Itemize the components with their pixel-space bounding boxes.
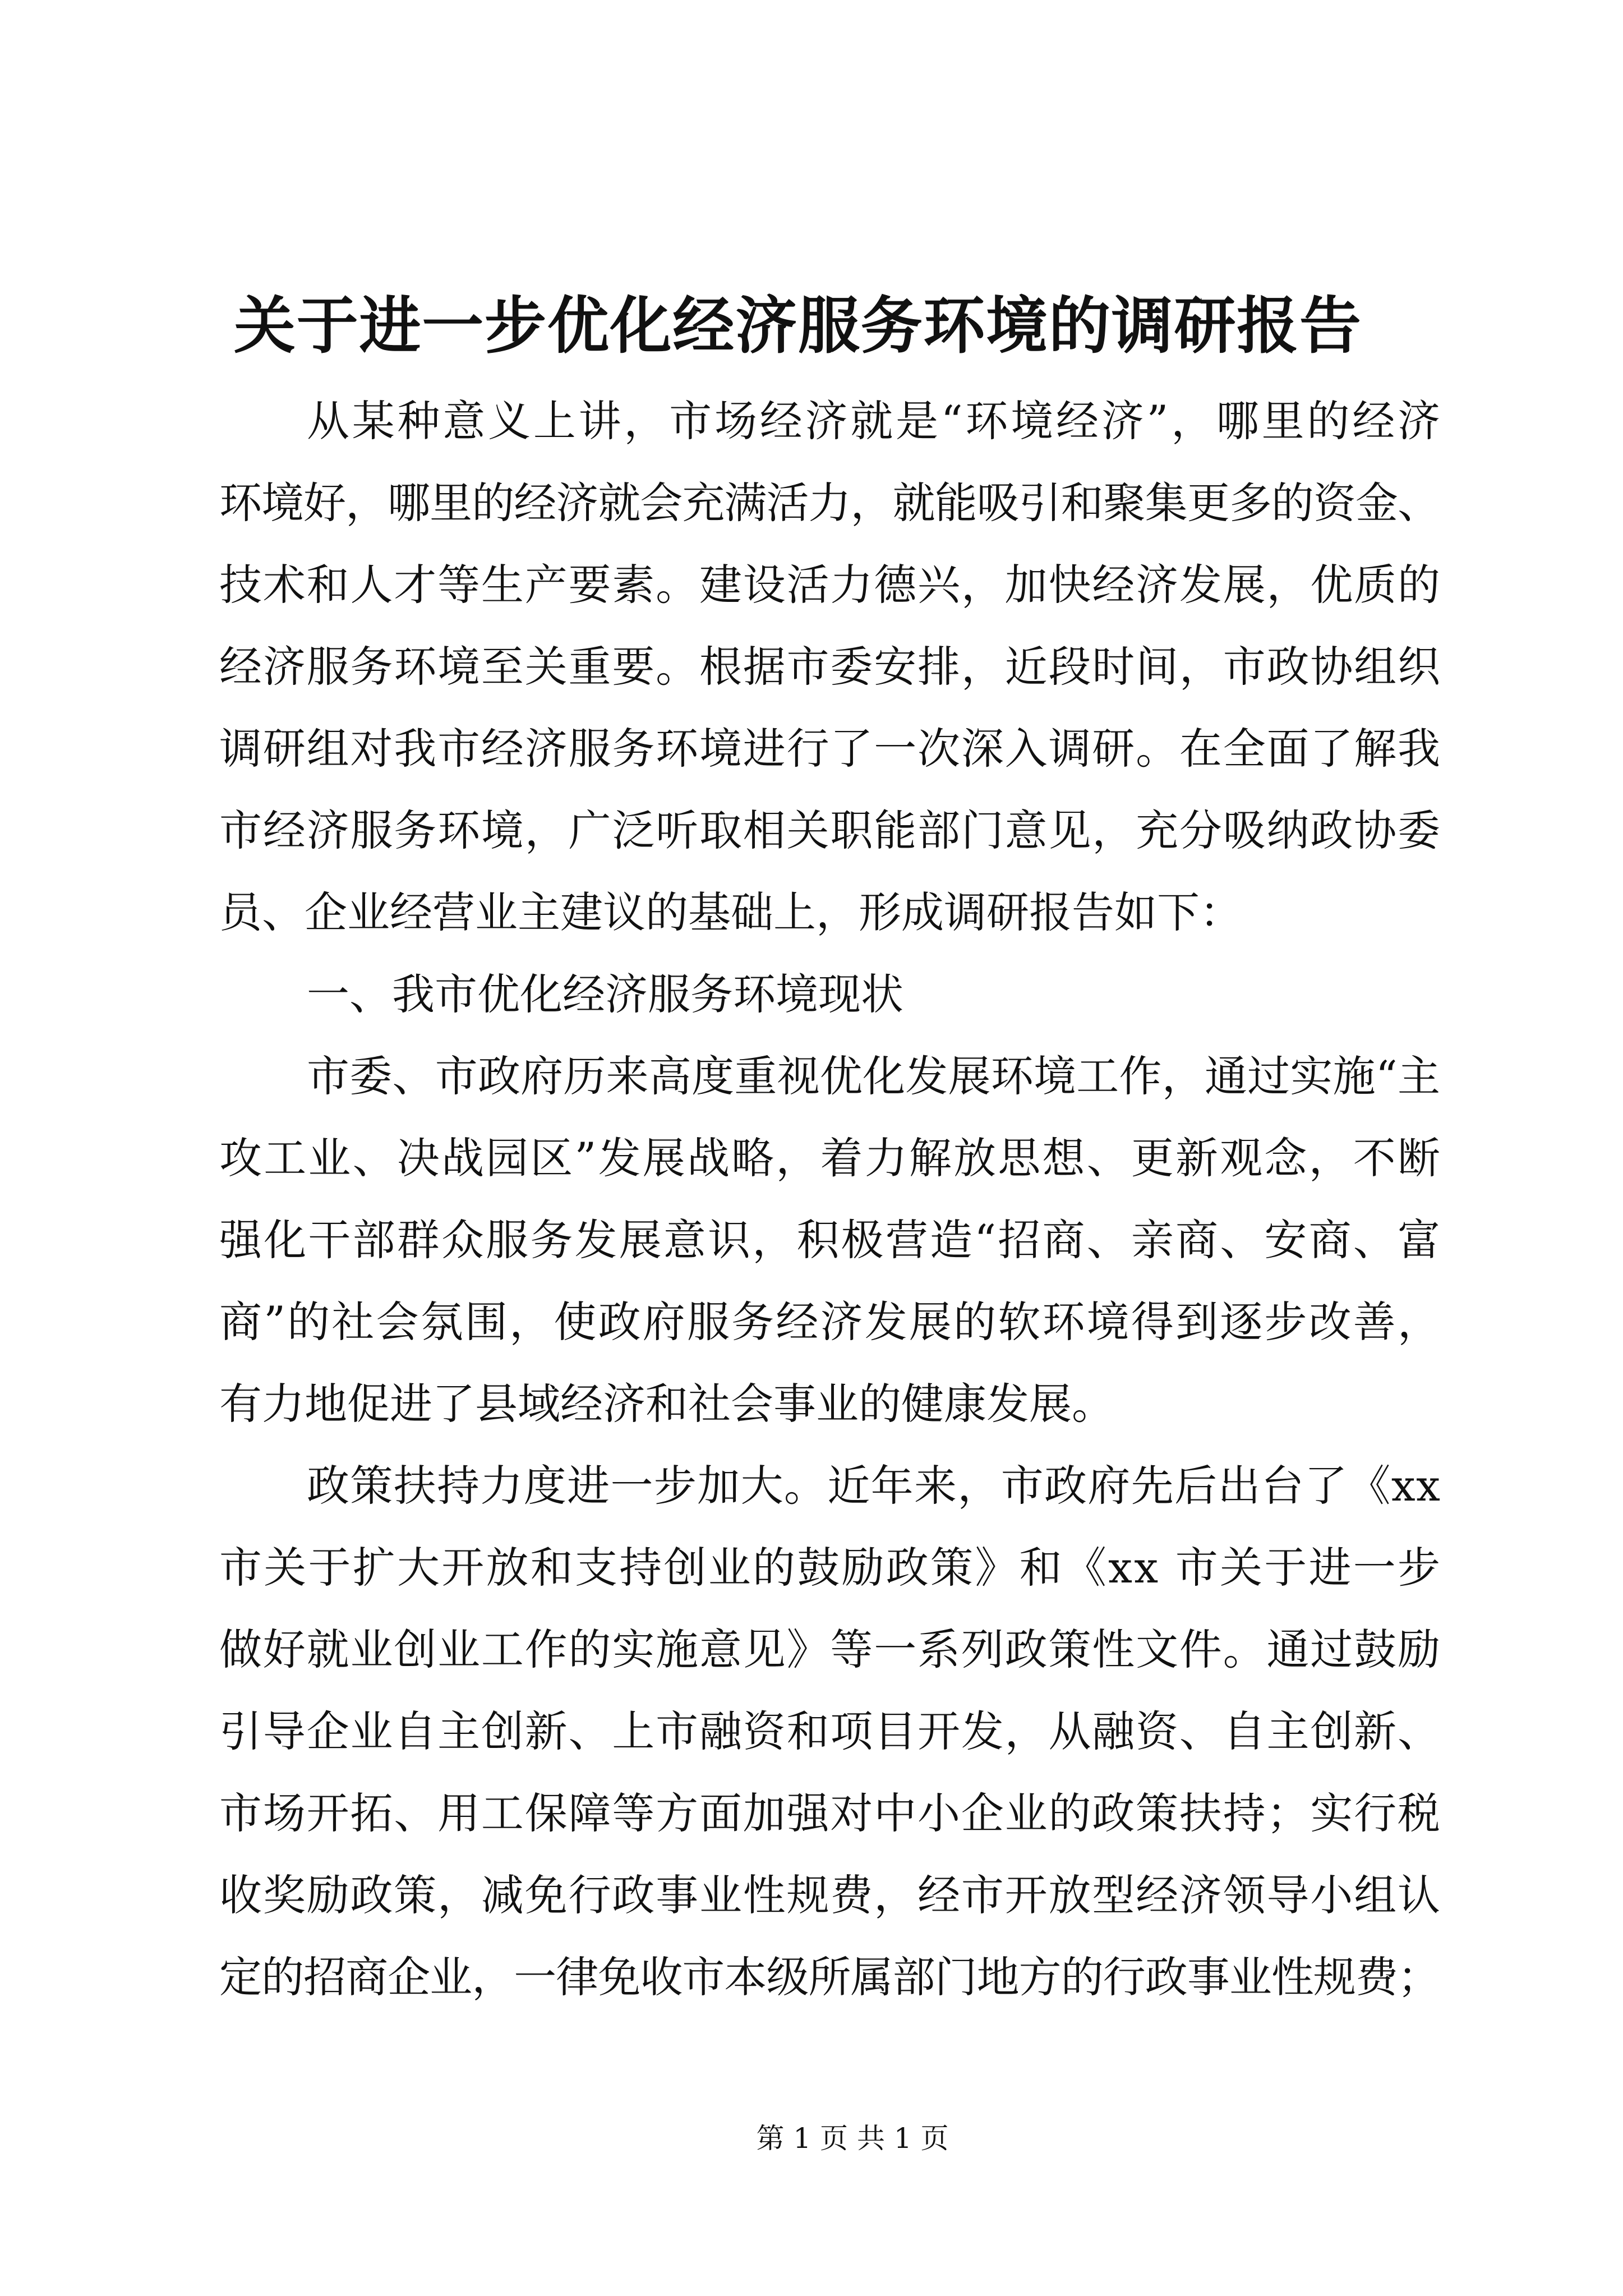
text-line	[219, 1527, 1440, 1609]
text-line	[219, 872, 1440, 954]
text-line	[219, 1117, 1440, 1199]
text-line	[219, 1445, 1440, 1527]
text-line-content: 技术和人才等生产要素。建设活力德兴，加快经济发展，优质的	[219, 560, 1441, 610]
text-line	[219, 1199, 1440, 1281]
text-line	[219, 462, 1440, 544]
section-heading	[219, 954, 1440, 1036]
text-line-content: 收奖励政策，减免行政事业性规费，经市开放型经济领导小组认	[219, 1870, 1441, 1920]
document-title-text: 关于进一步优化经济服务环境的调研报告	[234, 289, 1362, 362]
text-line-content: 环境好，哪里的经济就会充满活力，就能吸引和聚集更多的资金、	[219, 478, 1440, 528]
document-title	[234, 287, 1361, 365]
text-line-content: 做好就业创业工作的实施意见》等一系列政策性文件。通过鼓励	[219, 1625, 1441, 1674]
paragraph-policy	[219, 1445, 1440, 2018]
section-heading-text: 一、我市优化经济服务环境现状	[307, 969, 903, 1019]
text-line-content: 强化干部群众服务发展意识，积极营造“招商、亲商、安商、富	[219, 1215, 1442, 1265]
text-line-content: 市关于扩大开放和支持创业的鼓励政策》和《xx 市关于进一步	[219, 1543, 1442, 1593]
text-line	[219, 626, 1440, 708]
document-body	[219, 380, 1443, 2018]
text-line	[219, 1281, 1440, 1363]
paragraph-overview	[219, 1036, 1440, 1445]
text-line-content: 市经济服务环境，广泛听取相关职能部门意见，充分吸纳政协委	[219, 806, 1441, 855]
text-line	[219, 544, 1440, 626]
text-line-content: 有力地促进了县域经济和社会事业的健康发展。	[219, 1379, 1114, 1429]
text-line-content: 攻工业、决战园区”发展战略，着力解放思想、更新观念，不断	[219, 1133, 1442, 1183]
text-line	[219, 708, 1440, 790]
text-line-content: 市委、市政府历来高度重视优化发展环境工作，通过实施“主	[307, 1051, 1441, 1101]
page-footer	[740, 2120, 965, 2156]
text-line	[219, 1036, 1440, 1117]
text-line-content: 引导企业自主创新、上市融资和项目开发，从融资、自主创新、	[219, 1706, 1441, 1756]
text-line-content: 定的招商企业，一律免收市本级所属部门地方的行政事业性规费；	[219, 1952, 1440, 2002]
page-number-text: 第 1 页 共 1 页	[756, 2122, 949, 2155]
text-line	[219, 1773, 1440, 1855]
text-line	[219, 790, 1440, 872]
text-line	[219, 954, 1440, 1036]
text-line	[219, 380, 1443, 462]
paragraph-intro	[219, 380, 1443, 954]
text-line-content: 商”的社会氛围，使政府服务经济发展的软环境得到逐步改善，	[219, 1297, 1442, 1347]
text-line-content: 政策扶持力度进一步加大。近年来，市政府先后出台了《xx	[307, 1461, 1441, 1511]
text-line-content: 调研组对我市经济服务环境进行了一次深入调研。在全面了解我	[219, 724, 1441, 774]
text-line-content: 市场开拓、用工保障等方面加强对中小企业的政策扶持；实行税	[219, 1788, 1441, 1838]
text-line-content: 从某种意义上讲，市场经济就是“环境经济”，哪里的经济	[307, 396, 1443, 446]
text-line-content: 员、企业经营业主建议的基础上，形成调研报告如下：	[219, 887, 1242, 937]
text-line	[219, 1855, 1440, 1936]
text-line	[219, 1609, 1440, 1691]
text-line	[219, 1936, 1440, 2018]
text-line-content: 经济服务环境至关重要。根据市委安排，近段时间，市政协组织	[219, 642, 1441, 692]
text-line	[219, 1363, 1440, 1445]
text-line	[219, 1691, 1440, 1773]
